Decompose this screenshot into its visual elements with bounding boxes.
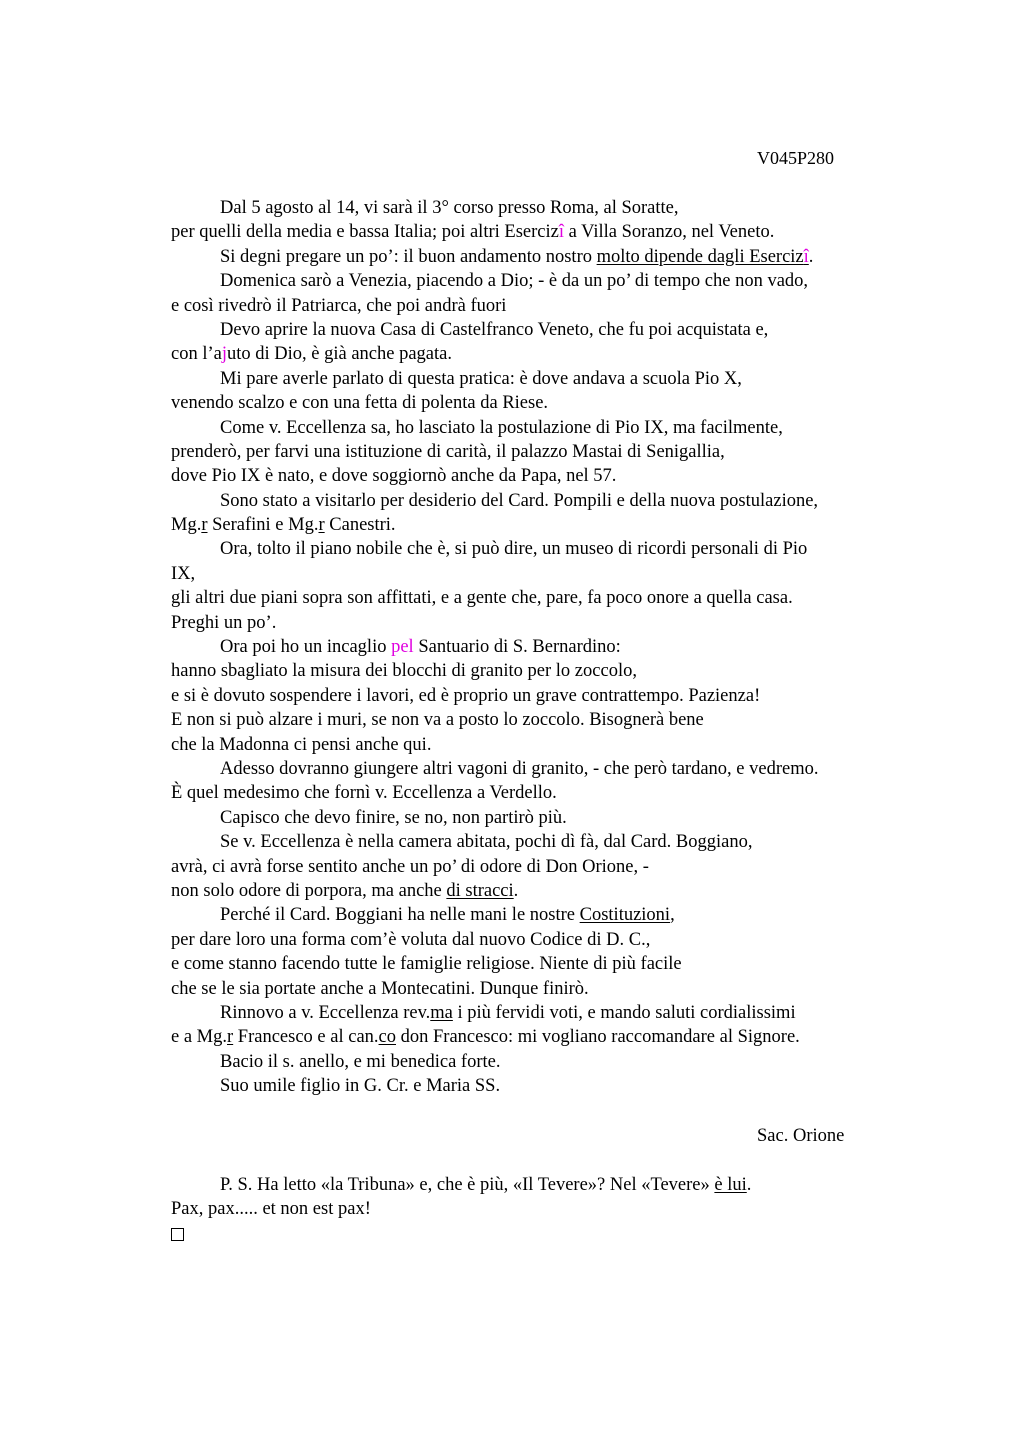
letter-line: Dal 5 agosto al 14, vi sarà il 3° corso presso Roma, al Soratte, bbox=[220, 198, 679, 218]
end-marker bbox=[171, 1222, 901, 1246]
letter-line: Bacio il s. anello, e mi benedica forte. bbox=[220, 1051, 501, 1072]
letter-line: Domenica sarò a Venezia, piacendo a Dio; - è da un po’ di tempo che non vado, bbox=[220, 271, 809, 292]
letter-line: Ora, tolto il piano nobile che è, si può dire, un museo di ricordi personali di Pio bbox=[220, 539, 808, 560]
letter-body bbox=[171, 196, 901, 1098]
underlined-text: di stracci bbox=[446, 880, 514, 901]
underlined-text: Costituzioni bbox=[579, 905, 671, 926]
underlined-text: r bbox=[201, 515, 208, 536]
postscript-line: P. S. Ha letto «la Tribuna» e, che è più, «Il Tevere»? Nel «Tevere» è lui. bbox=[220, 1175, 752, 1195]
letter-line: per quelli della media e bassa Italia; poi altri Esercizî a Villa Soranzo, nel Veneto. bbox=[171, 222, 775, 243]
letter-line: non solo odore di porpora, ma anche di stracci. bbox=[171, 880, 519, 901]
letter-line: e a Mg.r Francesco e al can.co don Francesco: mi vogliano raccomandare al Signore. bbox=[171, 1027, 800, 1048]
underlined-text: molto dipende dagli Esercizî bbox=[596, 246, 809, 267]
letter-line: e come stanno facendo tutte le famiglie religiose. Niente di più facile bbox=[171, 954, 682, 975]
underlined-text: r bbox=[318, 515, 325, 536]
letter-line: gli altri due piani sopra son affittati, e a gente che, pare, fa poco onore a quella casa. bbox=[171, 588, 793, 609]
underlined-text: co bbox=[378, 1027, 396, 1048]
letter-line: Si degni pregare un po’: il buon andamento nostro molto dipende dagli Esercizî. bbox=[220, 246, 814, 267]
underlined-text: ma bbox=[430, 1002, 453, 1023]
letter-line: per dare loro una forma com’è voluta dal nuovo Codice di D. C., bbox=[171, 929, 651, 950]
letter-line: e si è dovuto sospendere i lavori, ed è proprio un grave contrattempo. Pazienza! bbox=[171, 685, 761, 706]
letter-line: prenderò, per farvi una istituzione di carità, il palazzo Mastai di Senigallia, bbox=[171, 441, 725, 462]
letter-line: Mi pare averle parlato di questa pratica: è dove andava a scuola Pio X, bbox=[220, 368, 742, 389]
letter-line: È quel medesimo che fornì v. Eccellenza a Verdello. bbox=[171, 783, 557, 804]
annotation-mark: î bbox=[558, 222, 564, 243]
letter-line: Suo umile figlio in G. Cr. e Maria SS. bbox=[220, 1076, 501, 1097]
letter-line: Mg.r Serafini e Mg.r Canestri. bbox=[171, 515, 396, 536]
document-reference: V045P280 bbox=[757, 148, 835, 168]
letter-line: dove Pio IX è nato, e dove soggiornò anche da Papa, nel 57. bbox=[171, 466, 617, 487]
letter-line: con l’ajuto di Dio, è già anche pagata. bbox=[171, 344, 452, 365]
letter-line: hanno sbagliato la misura dei blocchi di granito per lo zoccolo, bbox=[171, 661, 637, 682]
underlined-text: è lui bbox=[714, 1175, 747, 1195]
annotation-mark: pel bbox=[391, 637, 414, 658]
letter-line: Come v. Eccellenza sa, ho lasciato la postulazione di Pio IX, ma facilmente, bbox=[220, 417, 783, 438]
letter-line: e così rivedrò il Patriarca, che poi andrà fuori bbox=[171, 295, 507, 316]
letter-line: E non si può alzare i muri, se non va a posto lo zoccolo. Bisognerà bene bbox=[171, 710, 704, 731]
annotation-mark: j bbox=[221, 344, 227, 365]
postscript-line: Pax, pax..... et non est pax! bbox=[171, 1199, 371, 1220]
annotation-mark: î bbox=[803, 246, 809, 267]
letter-line: Perché il Card. Boggiani ha nelle mani le nostre Costituzioni, bbox=[220, 905, 675, 926]
letter-line: che se le sia portate anche a Montecatini. Dunque finirò. bbox=[171, 978, 589, 999]
letter-line: Ora poi ho un incaglio pel Santuario di S. Bernardino: bbox=[220, 637, 621, 658]
letter-line: Rinnovo a v. Eccellenza rev.ma i più fervidi voti, e mando saluti cordialissimi bbox=[220, 1002, 796, 1023]
letter-line: Se v. Eccellenza è nella camera abitata, pochi dì fà, dal Card. Boggiano, bbox=[220, 832, 753, 853]
letter-line: IX, bbox=[171, 563, 196, 584]
checkbox-square-icon bbox=[171, 1228, 184, 1241]
letter-line: Sono stato a visitarlo per desiderio del Card. Pompili e della nuova postulazione, bbox=[220, 490, 819, 511]
underlined-text: r bbox=[227, 1027, 234, 1048]
letter-line: avrà, ci avrà forse sentito anche un po’ di odore di Don Orione, - bbox=[171, 856, 649, 877]
letter-line: Devo aprire la nuova Casa di Castelfranco Veneto, che fu poi acquistata e, bbox=[220, 319, 769, 340]
letter-line: Preghi un po’. bbox=[171, 612, 277, 633]
letter-line: Capisco che devo finire, se no, non partirò più. bbox=[220, 807, 567, 828]
signature: Sac. Orione bbox=[757, 1126, 845, 1146]
letter-line: che la Madonna ci pensi anche qui. bbox=[171, 734, 432, 755]
letter-line: venendo scalzo e con una fetta di polenta da Riese. bbox=[171, 393, 549, 414]
letter-line: Adesso dovranno giungere altri vagoni di granito, - che però tardano, e vedremo. bbox=[220, 758, 819, 779]
postscript bbox=[171, 1173, 901, 1246]
